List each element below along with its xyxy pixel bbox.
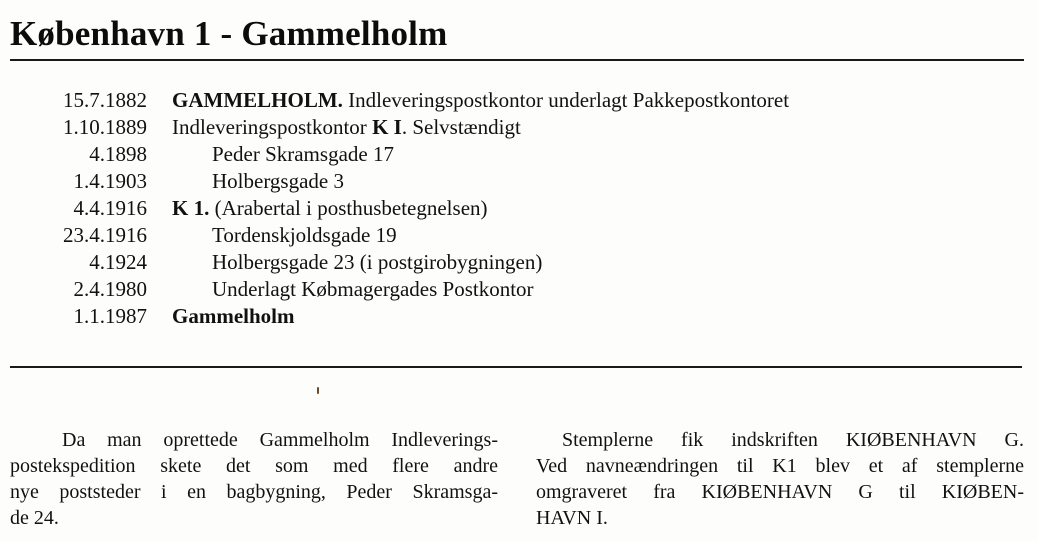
- paragraph-line: Da man oprettede Gammelholm Indleverings-: [62, 429, 498, 451]
- chronology-row: [20, 196, 1020, 223]
- paragraph-line: Ved navneændringen til K1 blev et af stemplerne: [536, 455, 1024, 477]
- paragraph-right: [538, 427, 1024, 531]
- paragraph-left: [10, 427, 498, 531]
- chronology-entry-bold: K 1.: [172, 196, 210, 220]
- paragraph-line: nye poststeder i en bagbygning, Peder Skramsga-: [10, 481, 498, 503]
- chronology-entry: [172, 115, 521, 140]
- chronology-entry: [172, 304, 294, 329]
- paragraph-line: Stemplerne fik indskriften KIØBENHAVN G.: [562, 429, 1024, 451]
- chronology-date: 1.1.1987: [73, 304, 147, 328]
- middle-rule: [10, 366, 1022, 368]
- chronology-date: 4.1898: [89, 142, 147, 166]
- chronology-row: [20, 142, 1020, 169]
- chronology-date: 1.10.1889: [63, 115, 147, 139]
- chronology-entry: Holbergsgade 23 (i postgirobygningen): [212, 250, 543, 274]
- chronology-entry: Peder Skramsgade 17: [212, 142, 394, 166]
- chronology-row: [20, 277, 1020, 304]
- chronology-date: 23.4.1916: [63, 223, 147, 247]
- chronology-row: [20, 223, 1020, 250]
- top-rule: [10, 59, 1024, 61]
- chronology-entry-text: . Selvstændigt: [401, 115, 521, 139]
- chronology-date: 15.7.1882: [63, 88, 147, 112]
- chronology-entry-bold: Gammelholm: [172, 304, 295, 328]
- chronology-table: [20, 88, 1020, 331]
- chronology-date: 1.4.1903: [73, 169, 147, 193]
- chronology-entry: Tordenskjoldsgade 19: [212, 223, 397, 247]
- chronology-row: [20, 304, 1020, 331]
- chronology-date: 2.4.1980: [73, 277, 147, 301]
- chronology-entry-text: (Arabertal i posthusbetegnelsen): [209, 196, 488, 220]
- print-speck: [317, 387, 319, 394]
- chronology-row: [20, 169, 1020, 196]
- chronology-entry-text: Indleveringspostkontor underlagt Pakkepostkontoret: [342, 88, 790, 112]
- chronology-entry-bold: K I: [372, 115, 402, 139]
- chronology-date: 4.4.1916: [73, 196, 147, 220]
- chronology-entry: [172, 196, 488, 221]
- chronology-entry: Underlagt Købmagergades Postkontor: [212, 277, 534, 301]
- paragraph-line: postekspedition skete det som med flere andre: [10, 455, 498, 477]
- chronology-entry: [172, 88, 789, 113]
- page-title: København 1 - Gammelholm: [10, 14, 448, 53]
- chronology-date: 4.1924: [89, 250, 147, 274]
- chronology-row: [20, 115, 1020, 142]
- chronology-entry-pre: Indleveringspostkontor: [172, 115, 373, 139]
- paragraph-line: de 24.: [10, 507, 59, 529]
- chronology-row: [20, 250, 1020, 277]
- paragraph-line: omgraveret fra KIØBENHAVN G til KIØBEN-: [536, 481, 1024, 503]
- paragraph-line: HAVN I.: [536, 507, 608, 529]
- chronology-entry-bold: GAMMELHOLM.: [172, 88, 343, 112]
- chronology-entry: Holbergsgade 3: [212, 169, 344, 193]
- chronology-row: [20, 88, 1020, 115]
